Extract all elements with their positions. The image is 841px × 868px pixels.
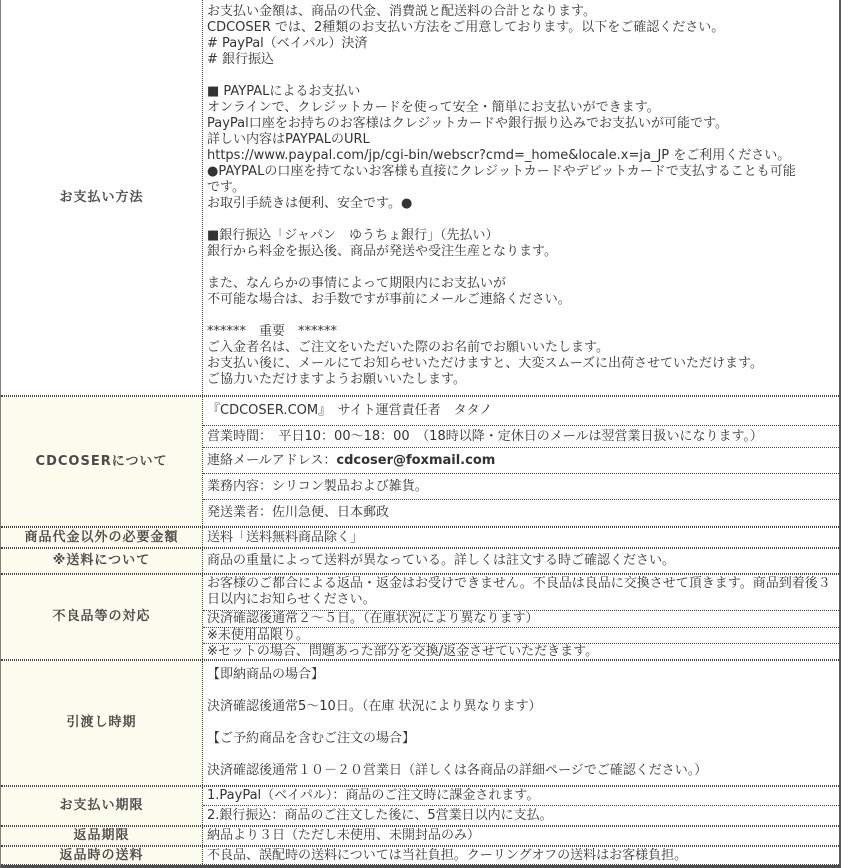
section-payment-method [1, 0, 839, 396]
paypal-desc-line-1: オンラインで、クレジットカードを使って安全・簡単にお支払いができます。 [207, 100, 660, 115]
payment-deadline-header: お支払い期限 [1, 787, 203, 825]
contact-email-address: cdcoser@foxmail.com [336, 452, 496, 468]
section-about-shop [1, 396, 839, 527]
preorder-case-title: 【ご予約商品を含むご注文の場合】 [207, 731, 416, 746]
cooperation-thanks-line: ご協力いただけますようお願いいたします。 [207, 372, 466, 387]
defective-items-header: 不良品等の対応 [1, 575, 203, 659]
preorder-delivery-line: 決済確認後通常１０－２０営業日（詳しくは各商品の詳細ページでご確認ください。） [207, 763, 708, 778]
deadline-note-line-2: 不可能な場合は、お手数ですが事前にメールご連絡ください。 [207, 292, 571, 307]
blank-line [207, 212, 836, 228]
section-return-deadline [1, 826, 839, 846]
defective-items-content [203, 575, 839, 659]
bank-desc-line: 銀行から料金を振込後、商品が発送や受注生産となります。 [207, 244, 557, 259]
bank-transfer-method-line: # 銀行振込 [207, 52, 275, 67]
paypal-safe-line: お取引手続きは便利、安全です。● [207, 196, 413, 211]
section-delivery-time [1, 660, 839, 786]
deadline-note-line-1: また、なんらかの事情によって期限内にお支払いが [207, 276, 507, 291]
blank-line [207, 747, 836, 763]
return-deadline-line: 納品より３日（ただし未使用、未開封品のみ） [207, 828, 481, 843]
extra-fees-header: 商品代金以外の必要金額 [1, 528, 203, 547]
bank-deadline-row: 2.銀行振込：商品のご注文した後に、5営業日以内に支払。 [207, 807, 553, 823]
notify-after-payment-line: お支払い後に、メールにてお知らせいただけますと、大変スムーズに出荷させていただけます。 [207, 356, 764, 371]
payment-methods-count-line: CDCOSER では、2種類のお支払い方法をご用意しております。以下をご確認ください。 [207, 20, 725, 35]
section-shipping-fee-note [1, 548, 839, 574]
unused-only-row: ※未使用品限り。 [203, 628, 839, 644]
return-policy-row: お客様のご都合による返品・返金はお受けできません。不良品は良品に交換させて頂きます。商品到着後３日以内にお知らせください。 [203, 575, 839, 611]
set-exchange-row: ※セットの場合、問題あった部分を交換/返金させていただきます。 [207, 644, 599, 659]
shipping-fee-note-content [203, 549, 839, 573]
blank-line [207, 260, 836, 276]
site-operator-row: 『CDCOSER.COM』 サイト運営責任者 タタノ [203, 397, 839, 426]
return-deadline-content [203, 827, 839, 845]
about-shop-content [203, 397, 839, 526]
paypal-section-title: ■ PAYPALによるお支払い [207, 84, 361, 99]
section-extra-fees [1, 527, 839, 548]
extra-fees-content [203, 528, 839, 547]
blank-line [207, 68, 836, 84]
important-banner-line: ****** 重要 ****** [207, 324, 338, 339]
exchange-timing-row: 決済確認後通常２～５日。（在庫状況により異なります） [203, 611, 839, 628]
section-return-shipping-cost [1, 846, 839, 865]
business-hours-row: 営業時間： 平日10：00～18：00 （18時以降・定休日のメールは翌営業日扱いになります。） [203, 426, 839, 448]
shipping-fee-note-line: 商品の重量によって送料が異なっている。詳しくは註文する時ご確認ください。 [207, 553, 676, 568]
in-stock-delivery-line: 決済確認後通常5～10日。（在庫 状況により異なります） [207, 699, 542, 714]
in-stock-case-title: 【即納商品の場合】 [207, 667, 325, 682]
section-defective-items [1, 574, 839, 660]
contact-email-row [203, 448, 839, 474]
paypal-desc-line-2: PayPal口座をお持ちのお客様はクレジットカードや銀行振り込みでお支払いが可能です。 [207, 116, 728, 131]
bank-section-title: ■銀行振込「ジャパン ゆうちょ銀行」（先払い） [207, 228, 499, 243]
blank-line [207, 715, 836, 731]
business-content-row: 業務内容：シリコン製品および雑貨。 [203, 474, 839, 500]
paypal-method-line: # PayPal（ベイパル）決済 [207, 36, 368, 51]
paypal-no-account-line-2: です。 [207, 180, 245, 195]
return-shipping-cost-header: 返品時の送料 [1, 847, 203, 864]
return-shipping-cost-content [203, 847, 839, 864]
shipping-fee-note-header: ※送料について [1, 549, 203, 573]
delivery-time-content [203, 661, 839, 785]
paypal-url-line: https://www.paypal.com/jp/cgi-bin/webscr?cmd=_home&locale.x=ja_JP をご利用ください。 [207, 148, 791, 163]
about-shop-header: CDCOSERについて [1, 397, 203, 526]
payment-intro-line: お支払い金額は、商品の代金、消費説と配送料の合計となります。 [207, 4, 596, 19]
payer-name-note-line: ご入金者名は、ご注文をいただいた際のお名前でお願いいたします。 [207, 340, 609, 355]
payment-method-content [203, 0, 839, 395]
paypal-deadline-row: 1.PayPal（ベイパル）：商品のご注文時に課金されます。 [203, 787, 839, 806]
delivery-time-header: 引渡し時期 [1, 661, 203, 785]
section-payment-deadline [1, 786, 839, 826]
payment-deadline-content [203, 787, 839, 825]
paypal-url-intro-line: 詳しい内容はPAYPALのURL [207, 132, 370, 147]
return-shipping-cost-line: 不良品、誤配時の送料については当社負担。クーリングオフの送料はお客様負担。 [207, 847, 688, 863]
blank-line [207, 308, 836, 324]
payment-method-header: お支払い方法 [1, 0, 203, 395]
paypal-no-account-line-1: ●PAYPALの口座を持てないお客様も直接にクレジットカードやデビットカードで支払することも可能 [207, 164, 796, 179]
return-deadline-header: 返品期限 [1, 827, 203, 845]
extra-fees-line: 送料「送料無料商品除く」 [207, 529, 364, 545]
blank-line [207, 683, 836, 699]
contact-email-label: 連絡メールアドレス： [207, 452, 337, 468]
shipping-carrier-row: 発送業者：佐川急便、日本郵政 [207, 505, 390, 520]
